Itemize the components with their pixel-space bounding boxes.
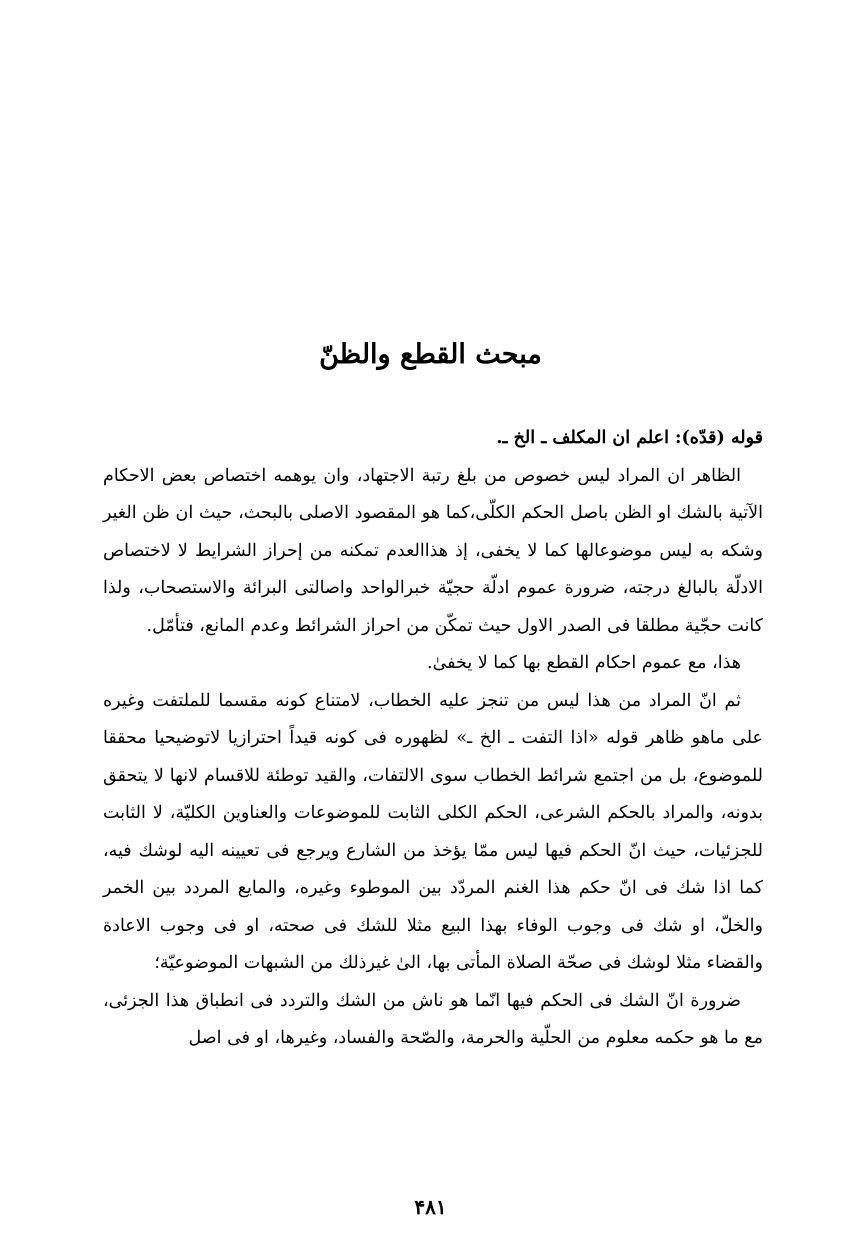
section-title: مبحث القطع والظنّ <box>319 339 542 370</box>
paragraph: ضرورة انّ الشك فى الحكم فيها انّما هو ناش من الشك والتردد فى انطباق هذا الجزئى، مع ما هو حكمه معلوم من الحلّية والحرمة، والصّحة والفساد، وغيرها، او فى اصل <box>103 990 763 1048</box>
paragraph: هذا، مع عموم احكام القطع بها كما لا يخفىٰ. <box>427 653 741 673</box>
page-number: ۴۸۱ <box>414 1195 447 1219</box>
commentary-heading: قوله (قدّه): اعلم ان المكلف ـ الخ ـ. <box>496 428 763 448</box>
paragraph: الظاهر ان المراد ليس خصوص من بلغ رتبة الاجتهاد، وان يوهمه اختصاص بعض الاحكام الآتية بالشك او الظن باصل الحكم الكلّى،كما هو المقصود الاصلى بالبحث، حيث ان ظن الغير وشكه به ليس موضوعالها كما لا يخفى، إذ هذاالعدم تمكنه من إحراز الشرايط لا لاختصاص الادلّة بالبالغ درجته، ضرورة عموم ادلّة حجيّة خبرالواحد واصالتى البرائة والاستصحاب، ولذا كانت حجّية مطلقا فى الصدر الاول حيث تمكّن من احراز الشرائط وعدم المانع، فتأمّل. <box>103 465 763 636</box>
paragraph: ثم انّ المراد من هذا ليس من تنجز عليه الخطاب، لامتناع كونه مقسما للملتفت وغيره على ماهو ظاهر قوله «اذا التفت ـ الخ ـ» لظهوره فى كونه قيداً احترازيا لاتوضيحيا محققا للموضوع، بل من اجتمع شرائط الخطاب سوى الالتفات، والقيد توطئة للاقسام لانها لا يتحقق بدونه، والمراد بالحكم الشرعى، الحكم الكلى الثابت للموضوعات والعناوين الكليّة، لا الثابت للجزئيات، حيث انّ الحكم فيها ليس ممّا يؤخذ من الشارع ويرجع فى تعيينه اليه لوشك فيه، كما اذا شك فى انّ حكم هذا الغنم المردّد بين الموطوء وغيره، والمايع المردد بين الخمر والخلّ، او شك فى وجوب الوفاء بهذا البيع مثلا للشك فى صحته، او فى وجوب الاعادة والقضاء مثلا لوشك فى صحّة الصلاة المأتى بها، الىٰ غيرذلك من الشبهات الموضوعيّة؛ <box>103 690 763 973</box>
body-text <box>103 420 763 1058</box>
